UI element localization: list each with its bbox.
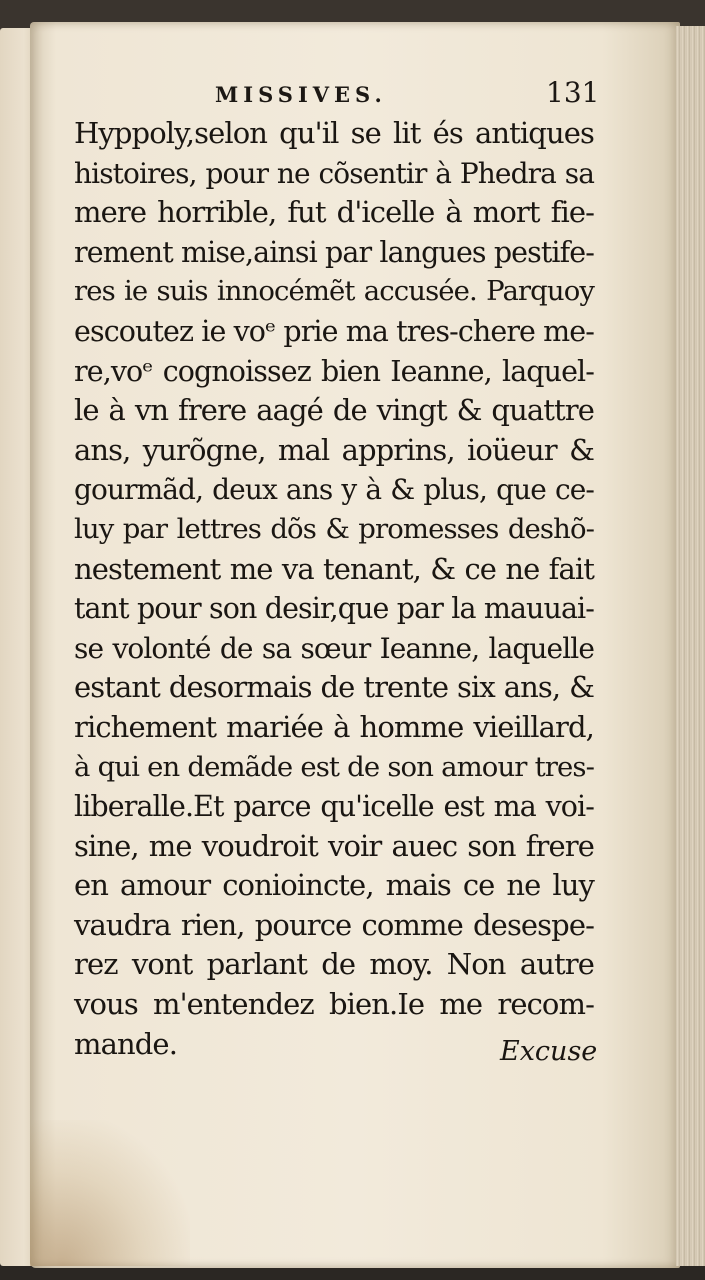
page-number: 131 <box>546 76 600 109</box>
text-line: tant pour son desir,que par la mauuai- <box>74 592 594 626</box>
running-head: MISSIVES. <box>215 82 387 107</box>
text-line: mande. <box>74 1026 178 1061</box>
text-line: vous m'entendez bien.Ie me recom- <box>74 987 594 1022</box>
text-line: richement mariée à homme vieillard, <box>74 709 594 744</box>
text-line: à qui en demãde est de son amour tres- <box>74 750 594 783</box>
text-block <box>74 114 594 1064</box>
catchword: Excuse <box>500 1036 598 1067</box>
text-line: Hyppoly,selon qu'il se lit és antiques <box>74 116 594 150</box>
text-line: re,voᵉ cognoissez bien Ieanne, laquel- <box>74 354 594 388</box>
text-line: estant desormais de trente six ans, & <box>74 670 594 705</box>
text-line: sine, me voudroit voir auec son frere <box>74 828 594 863</box>
text-line: vaudra rien, pource comme desespe- <box>74 907 594 942</box>
text-line: luy par lettres dõs & promesses deshõ- <box>74 512 594 545</box>
text-line: histoires, pour ne cõsentir à Phedra sa <box>74 156 594 190</box>
text-line: res ie suis innocémẽt accusée. Parquoy <box>74 275 594 308</box>
text-line: gourmãd, deux ans y à & plus, que ce- <box>74 473 594 507</box>
text-line: ans, yurõgne, mal apprins, ioüeur & <box>74 432 594 467</box>
text-line: nestement me va tenant, & ce ne fait <box>74 551 594 586</box>
text-line: mere horrible, fut d'icelle à mort fie- <box>74 195 594 230</box>
text-line: rement mise,ainsi par langues pestife- <box>74 235 594 269</box>
text-line: escoutez ie voᵉ prie ma tres-chere me- <box>74 314 594 348</box>
text-line: le à vn frere aagé de vingt & quattre <box>74 393 594 428</box>
text-line: se volonté de sa sœur Ieanne, laquelle <box>74 631 594 665</box>
text-line: en amour conioincte, mais ce ne luy <box>74 868 594 903</box>
page-edges <box>676 26 705 1266</box>
text-line: liberalle.Et parce qu'icelle est ma voi- <box>74 790 594 824</box>
text-line: rez vont parlant de moy. Non autre <box>74 947 594 982</box>
